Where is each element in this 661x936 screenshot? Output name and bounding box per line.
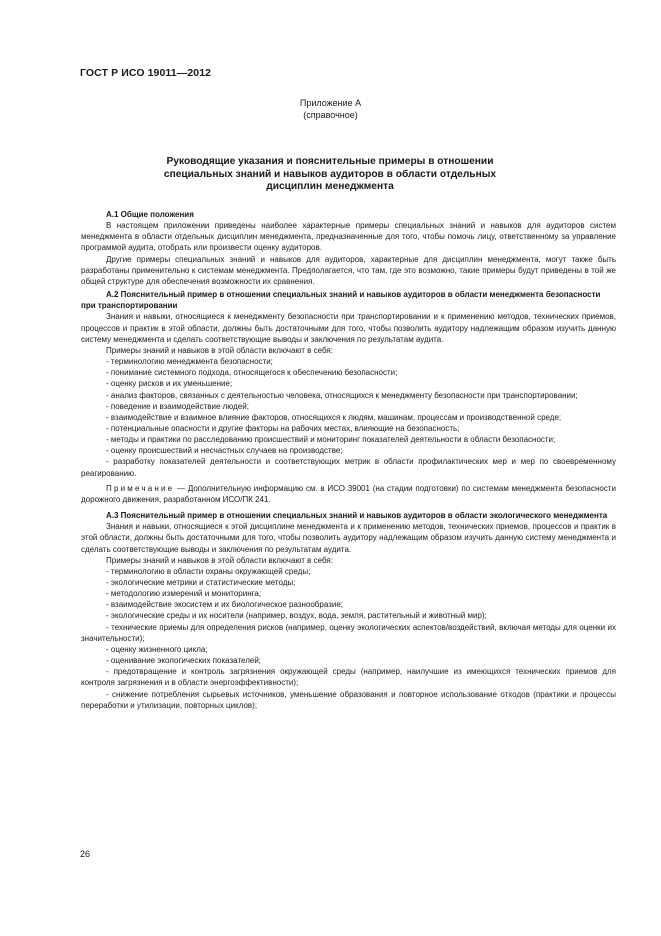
- document-code: ГОСТ Р ИСО 19011—2012: [80, 67, 212, 79]
- paragraph: В настоящем приложении приведены наиболее характерные примеры специальных знаний и навыков для аудиторов систем менеджмента в области отдельных дисциплин менеджмента, предназначенные для того, чтобы помочь лицу, ответственному за управление программой аудита, отобрать или произвести оценку аудиторов.: [81, 221, 616, 253]
- list-item: - анализ факторов, связанных с деятельностью человека, относящихся к менеджменту безопасности при транспортировании;: [106, 390, 578, 400]
- title-line: дисциплин менеджмента: [266, 181, 394, 193]
- paragraph: Знания и навыки, относящиеся к менеджменту безопасности при транспортировании и к применению методов, технических приемов, процессов и практик в этой области, должны быть достаточными для того, чтобы позволить аудитору надлежащим образом изучить данную систему менеджмента и сделать соответствующие выводы и заключения по результатам аудита.: [81, 312, 616, 344]
- list-item: - экологические среды и их носители (например, воздух, вода, земля, растительный и животный мир);: [106, 611, 487, 621]
- list-item: - предотвращение и контроль загрязнения окружающей среды (например, наилучшие из имеющихся технических приемов для контроля загрязнения и в области энергоэффективности);: [81, 667, 616, 688]
- list-item: - методологию измерений и мониторинга;: [106, 589, 262, 599]
- list-item: - оценивание экологических показателей;: [106, 656, 262, 666]
- list-item: - понимание системного подхода, относящегося к обеспечению безопасности;: [106, 368, 398, 378]
- note-label: Примечание: [106, 483, 175, 493]
- list-item: - оценку рисков и их уменьшение;: [106, 379, 233, 389]
- section-a2-heading: А.2 Пояснительный пример в отношении специальных знаний и навыков аудиторов в области менеджмента безопасности при транспортировании: [81, 290, 601, 311]
- list-item: - технические приемы для определения рисков (например, оценку экологических аспектов/воздействий, включая методы для оценки их значительности);: [81, 622, 616, 643]
- title-line: Руководящие указания и пояснительные примеры в отношении: [166, 156, 494, 167]
- paragraph: Знания и навыки, относящиеся к этой дисциплине менеджмента и к применению методов, технических приемов, процессов и практик в этой области, должны быть достаточными для того, чтобы позволить аудитору надлежащим образом изучить данную систему менеджмента и сделать соответствующие выводы и заключения по результатам аудита.: [81, 522, 616, 554]
- annex-title: [120, 156, 540, 194]
- list-item: - поведение и взаимодействие людей;: [106, 401, 249, 411]
- list-item: - терминологию в области охраны окружающей среды;: [106, 566, 311, 576]
- section-a3-heading: А.3 Пояснительный пример в отношении специальных знаний и навыков аудиторов в области экологического менеджмента: [106, 511, 608, 521]
- title-line: специальных знаний и навыков аудиторов в области отдельных: [163, 168, 497, 180]
- document-body: [81, 209, 616, 711]
- note-text: — Дополнительную информацию см. в ИСО 39001 (на стадии подготовки) по системам менеджмента безопасности дорожного движения, разработанном ИСО/ПК 241.: [81, 483, 616, 504]
- list-item: - оценку происшествий и несчастных случаев на производстве;: [106, 446, 343, 456]
- list-item: - снижение потребления сырьевых источников, уменьшение образования и повторное использование отходов (практики и процессы переработки и утилизации, повторных циклов);: [81, 689, 616, 710]
- list-item: - терминологию менеджмента безопасности;: [106, 357, 273, 367]
- list-item: - взаимодействие экосистем и их биологическое разнообразие;: [106, 600, 344, 610]
- list-item: - методы и практики по расследованию происшествий и мониторинг показателей деятельности в области безопасности;: [106, 435, 556, 445]
- list-item: - взаимодействие и взаимное влияние факторов, относящихся к людям, машинам, процессам и производственной среде;: [106, 412, 562, 422]
- paragraph: Другие примеры специальных знаний и навыков для аудиторов, характерные для дисциплин менеджмента, могут также быть разработаны применительно к системам менеджмента. Предполагается, что там, где это возможно, такие примеры будут приведены в той же общей структуре для обеспечения возможности их сравнения.: [81, 254, 616, 286]
- list-item: - оценку жизненного цикла;: [106, 644, 208, 654]
- list-item: - экологические метрики и статистические методы;: [106, 578, 296, 587]
- annex-type: (справочное): [303, 110, 358, 120]
- note: [81, 483, 616, 505]
- annex-label: Приложение А: [299, 98, 362, 108]
- section-a1-heading: А.1 Общие положения: [106, 210, 194, 219]
- list-intro: Примеры знаний и навыков в этой области включают в себя:: [106, 345, 333, 355]
- page-number: 26: [80, 849, 91, 859]
- list-intro: Примеры знаний и навыков в этой области включают в себя:: [106, 555, 333, 565]
- list-item: - разработку показателей деятельности и соответствующих метрик в области профилактических мер и мер по своевременному реагированию.: [81, 457, 616, 478]
- list-item: - потенциальные опасности и другие факторы на рабочих местах, влияющие на безопасность;: [106, 423, 460, 433]
